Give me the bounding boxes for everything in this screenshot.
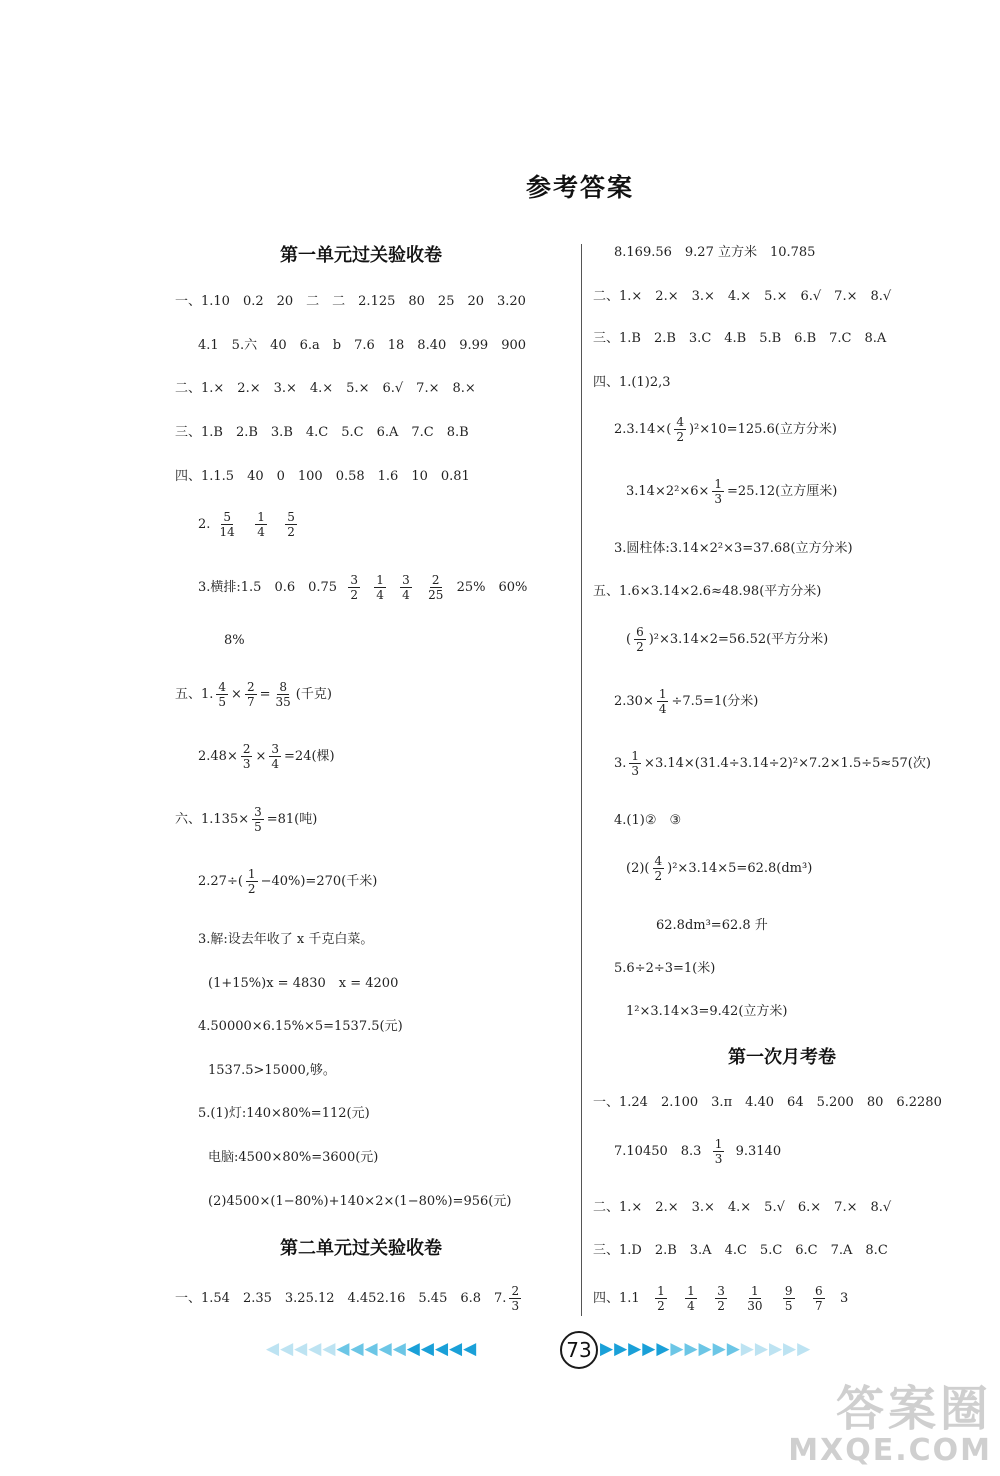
fraction: $\frac{3}{2}$ [350,573,358,602]
answer-line: 三、1.D 2.B 3.A 4.C 5.C 6.C 7.A 8.C [593,1243,888,1258]
watermark-logo: 答案圈 MXQE.COM [788,1381,992,1468]
answer-line: 三、1.B 2.B 3.B 4.C 5.C 6.A 7.C 8.B [175,425,469,440]
fraction: $\frac{3}{5}$ [254,805,262,834]
answer-line: 三、1.B 2.B 3.C 4.B 5.B 6.B 7.C 8.A [593,331,887,346]
fraction: $\frac{4}{5}$ [218,680,227,709]
page-footer-decoration [0,1330,1000,1366]
arrow-left-icon: ◀ [378,1339,393,1359]
fraction: $\frac{2}{3}$ [242,742,251,771]
arrow-right-icon: ▶ [600,1339,615,1359]
arrow-right-icon: ▶ [614,1339,629,1359]
answer-line: 1537.5>15000,够。 [208,1063,336,1078]
answer-line: 四、1.1.5 40 0 100 0.58 1.6 10 0.81 [175,469,470,484]
answer-line: 8.169.56 9.27 立方米 10.785 [614,245,816,260]
answer-line: 5.(1)灯:140×80%=112(元) [198,1106,370,1121]
answer-line: 一、1.24 2.100 3.π 4.40 64 5.200 80 6.2280 [593,1095,942,1110]
fraction: $\frac{8}{35}$ [275,680,291,709]
fraction: $\frac{1}{3}$ [631,749,640,778]
fraction: $\frac{1}{2}$ [247,867,256,896]
arrow-right-icon: ▶ [740,1339,755,1359]
answer-line: 二、1.× 2.× 3.× 4.× 5.× 6.√ 7.× 8.√ [593,289,892,304]
fraction: $\frac{1}{4}$ [376,573,384,602]
answer-line: 2.48× $\frac{2}{3}$ × $\frac{3}{4}$ =24(棵) [198,742,335,771]
fraction: $\frac{1}{30}$ [747,1284,763,1313]
answer-line: 五、1.6×3.14×2.6≈48.98(平方分米) [593,584,822,599]
answer-line: (1+15%)x = 4830 x = 4200 [208,976,399,991]
answer-line: 2.27÷( $\frac{1}{2}$ −40%)=270(千米) [198,867,378,896]
column-divider [581,244,582,1316]
answer-text: 3.横排:1.5 0.6 0.75 [198,580,338,595]
fraction: $\frac{1}{3}$ [714,1137,723,1166]
fraction: $\frac{2}{3}$ [511,1284,520,1313]
arrow-left-icon: ◀ [280,1339,295,1359]
answer-line: 4.50000×6.15%×5=1537.5(元) [198,1019,403,1034]
arrow-left-icon: ◀ [350,1339,365,1359]
arrow-left-icon: ◀ [392,1339,407,1359]
arrow-left-icon: ◀ [420,1339,435,1359]
answer-line: 五、1. $\frac{4}{5}$ × $\frac{2}{7}$ = $\frac{8}{35}$ (千克) [175,680,332,709]
answer-line: 7.10450 8.3 $\frac{1}{3}$ 9.3140 [614,1137,782,1166]
answer-line: 3.解:设去年收了 x 千克白菜。 [198,932,374,947]
answer-line: 3.14×2²×6× $\frac{1}{3}$ =25.12(立方厘米) [626,477,838,506]
arrow-left-icon: ◀ [308,1339,323,1359]
arrow-left-icon: ◀ [463,1339,478,1359]
arrow-right-icon: ▶ [656,1339,671,1359]
fraction: $\frac{1}{3}$ [714,477,723,506]
answer-line: ( $\frac{6}{2}$ )²×3.14×2=56.52(平方分米) [626,625,829,654]
fraction: $\frac{9}{5}$ [784,1284,793,1313]
fraction: $\frac{3}{4}$ [271,742,280,771]
fraction: $\frac{1}{4}$ [257,510,265,539]
arrow-left-icon: ◀ [364,1339,379,1359]
arrow-right-icon: ▶ [698,1339,713,1359]
fraction: $\frac{3}{2}$ [717,1284,725,1313]
arrow-right-icon: ▶ [783,1339,798,1359]
answer-line: 3.圆柱体:3.14×2²×3=37.68(立方分米) [614,541,853,556]
answer-line: 62.8dm³=62.8 升 [656,918,768,933]
fraction: $\frac{6}{7}$ [814,1284,823,1313]
arrow-right-icon: ▶ [670,1339,685,1359]
arrow-right-icon: ▶ [712,1339,727,1359]
page-number: 73 [560,1331,598,1369]
answer-line: 一、1.10 0.2 20 二 二 2.125 80 25 20 3.20 [175,294,526,309]
answer-line [198,573,527,602]
arrow-left-icon: ◀ [336,1339,351,1359]
arrow-left-icon: ◀ [322,1339,337,1359]
answer-line: 二、1.× 2.× 3.× 4.× 5.× 6.√ 7.× 8.× [175,381,476,396]
arrow-right-icon: ▶ [797,1339,812,1359]
fraction: $\frac{2}{7}$ [246,680,255,709]
answer-line: 4.1 5.六 40 6.a b 7.6 18 8.40 9.99 900 [198,338,527,353]
answer-line: 5.6÷2÷3=1(米) [614,961,716,976]
arrow-left-icon: ◀ [449,1339,464,1359]
right-arrows-icon [600,1339,811,1359]
fraction: $\frac{2}{25}$ [428,573,444,602]
answer-line: 电脑:4500×80%=3600(元) [208,1150,379,1165]
arrow-right-icon: ▶ [726,1339,741,1359]
answer-text: 25% 60% [456,580,528,595]
arrow-right-icon: ▶ [628,1339,643,1359]
answer-line: 1²×3.14×3=9.42(立方米) [626,1004,788,1019]
answer-line: 3. $\frac{1}{3}$ ×3.14×(31.4÷3.14÷2)²×7.2×1.5÷5≈57(次) [614,749,931,778]
fraction: $\frac{5}{2}$ [287,510,295,539]
fraction: $\frac{1}{2}$ [657,1284,665,1313]
answer-line: 8% [224,633,245,648]
section-heading-unit2: 第二单元过关验收卷 [280,1238,442,1259]
fraction: $\frac{5}{14}$ [219,510,235,539]
arrow-right-icon: ▶ [684,1339,699,1359]
fraction: $\frac{4}{2}$ [654,854,663,883]
answer-line: 一、1.54 2.35 3.25.12 4.452.16 5.45 6.8 7. $\frac{2}{3}$ [175,1284,520,1313]
arrow-left-icon: ◀ [406,1339,421,1359]
answer-line: 2.3.14×( $\frac{4}{2}$ )²×10=125.6(立方分米) [614,415,837,444]
answer-line: 2.30× $\frac{1}{4}$ ÷7.5=1(分米) [614,687,759,716]
fraction: $\frac{4}{2}$ [676,415,684,444]
answer-line: 六、1.135× $\frac{3}{5}$ =81(吨) [175,805,318,834]
fraction: $\frac{1}{4}$ [687,1284,695,1313]
answer-line: 二、1.× 2.× 3.× 4.× 5.√ 6.× 7.× 8.√ [593,1200,892,1215]
answer-line: (2)4500×(1−80%)+140×2×(1−80%)=956(元) [208,1194,512,1209]
answer-line: 四、1.1 $\frac{1}{2}$ $\frac{1}{4}$ $\frac{3}{2}$ $\frac{1}{30}$ $\frac{9}{5}$ $\frac{6}{7}$ 3 [593,1284,849,1313]
fraction: $\frac{1}{4}$ [658,687,667,716]
arrow-left-icon: ◀ [294,1339,309,1359]
fraction: $\frac{3}{4}$ [402,573,410,602]
fraction: $\frac{6}{2}$ [636,625,644,654]
section-heading-unit1: 第一单元过关验收卷 [280,245,442,266]
arrow-left-icon: ◀ [434,1339,450,1359]
item-number: 2. [198,517,211,532]
left-arrows-icon [266,1339,477,1359]
answer-line: 4.(1)② ③ [614,813,682,828]
arrow-right-icon: ▶ [754,1339,769,1359]
answer-line [198,510,300,539]
arrow-right-icon: ▶ [768,1339,784,1359]
arrow-right-icon: ▶ [642,1339,657,1359]
page-title: 参考答案 [525,173,634,202]
section-heading-monthly-test: 第一次月考卷 [728,1047,836,1068]
answer-line: (2)( $\frac{4}{2}$ )²×3.14×5=62.8(dm³) [626,854,813,883]
answer-line: 四、1.(1)2,3 [593,375,671,390]
arrow-left-icon: ◀ [266,1339,281,1359]
